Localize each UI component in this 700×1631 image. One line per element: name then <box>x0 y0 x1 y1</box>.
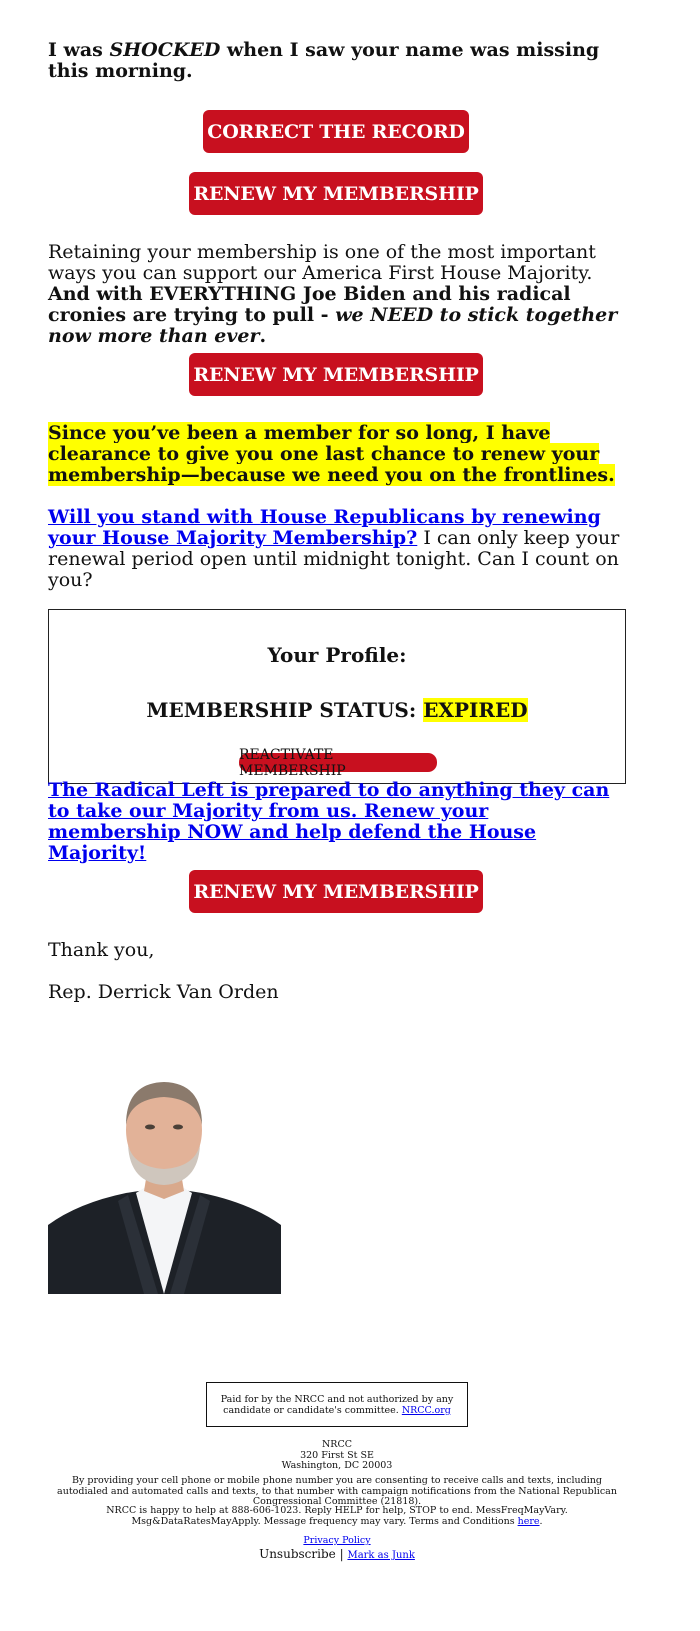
status-badge: EXPIRED <box>423 698 528 722</box>
thanks-text: Thank you, <box>48 939 155 961</box>
radical-link[interactable]: The Radical Left is prepared to do anything they can to take our Majority from us. Renew your membership NOW and help defend the House Majority! <box>48 779 610 864</box>
privacy-policy <box>48 1536 626 1547</box>
retaining-paragraph: Retaining your membership is one of the most important ways you can support our America First House Majority. And with EVERYTHING Joe Biden and his radical cronies are trying to pull - we NEED to stick together now more than ever. <box>48 241 618 347</box>
footer-address: NRCC 320 First St SE Washington, DC 20003 <box>281 1439 393 1471</box>
correct-record-button[interactable]: CORRECT THE RECORD <box>203 110 469 153</box>
paid-for-disclaimer: Paid for by the NRCC and not authorized by any candidate or candidate's committee. NRCC.org <box>206 1382 468 1427</box>
renew-membership-button-3[interactable]: RENEW MY MEMBERSHIP <box>189 870 483 913</box>
footer-consent: By providing your cell phone or mobile phone number you are consenting to receive calls and texts, including autodialed and automated calls and texts, to that number with campaign notifications from the National Republican Congressional Committee (21818). <box>57 1475 617 1507</box>
radical-paragraph <box>48 780 626 864</box>
renew-membership-button-2[interactable]: RENEW MY MEMBERSHIP <box>189 353 483 396</box>
mark-as-junk-link[interactable]: Mark as Junk <box>347 1550 415 1561</box>
footer-help: NRCC is happy to help at 888-606-1023. Reply HELP for help, STOP to end. MessFreqMayVary. Msg&DataRatesMayApply. Message frequency may vary. Terms and Conditions here. <box>106 1505 568 1527</box>
nrcc-link[interactable]: NRCC.org <box>401 1404 451 1416</box>
profile-box <box>48 609 626 784</box>
unsubscribe-row: Unsubscribe | Mark as Junk <box>259 1547 415 1561</box>
highlight-paragraph: Since you’ve been a member for so long, I have clearance to give you one last chance to renew your membership—because we need you on the frontlines. <box>48 422 615 486</box>
intro-heading: I was SHOCKED when I saw your name was missing this morning. <box>48 39 600 82</box>
terms-link[interactable]: here <box>517 1515 540 1527</box>
reactivate-membership-button[interactable]: REACTIVATE MEMBERSHIP <box>239 753 437 772</box>
renew-membership-button-1[interactable]: RENEW MY MEMBERSHIP <box>189 172 483 215</box>
stand-link[interactable]: Will you stand with House Republicans by renewing your House Majority Membership? <box>48 506 601 549</box>
stand-paragraph: Will you stand with House Republicans by renewing your House Majority Membership? I can only keep your renewal period open until midnight tonight. Can I count on you? <box>48 506 620 591</box>
signer-photo <box>48 1075 281 1294</box>
membership-status: MEMBERSHIP STATUS: EXPIRED <box>146 698 528 722</box>
privacy-policy-link[interactable]: Privacy Policy <box>303 1535 371 1546</box>
profile-title: Your Profile: <box>267 643 407 667</box>
unsubscribe-link[interactable]: Unsubscribe <box>259 1547 336 1561</box>
signer-name: Rep. Derrick Van Orden <box>48 981 279 1003</box>
